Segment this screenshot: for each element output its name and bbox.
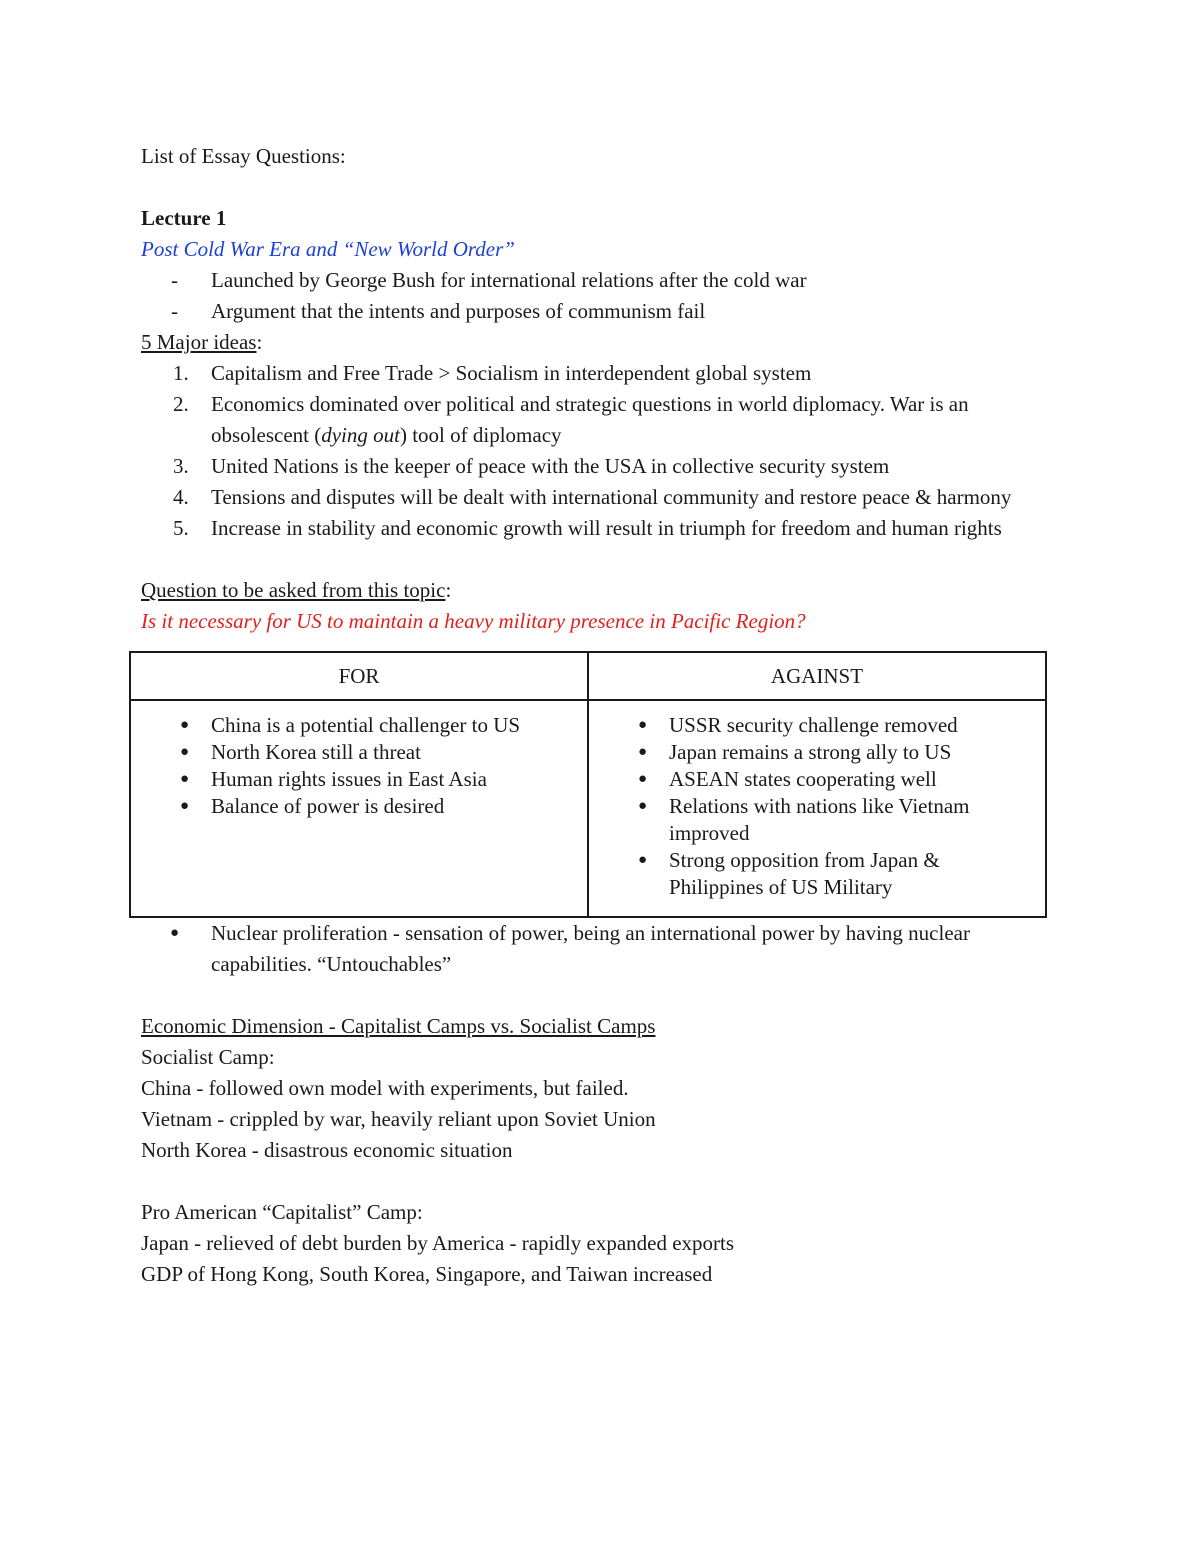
major-ideas-label: 5 Major ideas:: [141, 330, 263, 354]
list-item: ● USSR security challenge removed: [638, 713, 958, 737]
list-item: 2. Economics dominated over political and strategic questions in world diplomacy. War is an obsolescent (dying out) tool of diplomacy: [173, 392, 969, 447]
list-item: ● Balance of power is desired: [180, 794, 445, 818]
list-item: - Argument that the intents and purposes of communism fail: [141, 296, 1051, 327]
bullet-marker: ●: [638, 744, 648, 760]
topic-title: Post Cold War Era and “New World Order”: [141, 237, 515, 261]
capitalist-line: Japan - relieved of debt burden by America - rapidly expanded exports: [141, 1231, 735, 1255]
list-item: ● Relations with nations like Vietnam improved: [638, 794, 970, 845]
major-ideas-list: [141, 358, 1051, 544]
bullet-marker: ●: [170, 925, 180, 941]
for-header: FOR: [130, 652, 588, 700]
list-item: 5. Increase in stability and economic growth will result in triumph for freedom and human rights: [173, 516, 1002, 540]
list-item: ● Strong opposition from Japan & Philippines of US Military: [638, 848, 940, 899]
list-item: 3. United Nations is the keeper of peace with the USA in collective security system: [173, 454, 890, 478]
bullet-marker: ●: [180, 717, 190, 733]
nuclear-list: [141, 918, 1051, 980]
socialist-line: North Korea - disastrous economic situation: [141, 1138, 513, 1162]
list-item: 4. Tensions and disputes will be dealt with international community and restore peace & harmony: [173, 485, 1012, 509]
socialist-label: Socialist Camp:: [141, 1045, 275, 1069]
document-body: [141, 141, 1051, 1290]
bullet-marker: ●: [180, 798, 190, 814]
bullet-marker: ●: [638, 717, 648, 733]
list-item: - Launched by George Bush for international relations after the cold war: [141, 265, 1051, 296]
dash-marker: -: [171, 268, 178, 292]
essay-question: Is it necessary for US to maintain a heavy military presence in Pacific Region?: [141, 609, 806, 633]
document-heading: List of Essay Questions:: [141, 144, 346, 168]
list-item: ● ASEAN states cooperating well: [638, 767, 937, 791]
for-against-table: [129, 651, 1047, 918]
list-item: ● Human rights issues in East Asia: [180, 767, 487, 791]
bullet-marker: ●: [638, 852, 648, 868]
socialist-line: Vietnam - crippled by war, heavily reliant upon Soviet Union: [141, 1107, 656, 1131]
bullet-marker: ●: [638, 798, 648, 814]
against-cell: [588, 700, 1046, 917]
list-item: ● China is a potential challenger to US: [180, 713, 521, 737]
bullet-marker: ●: [180, 771, 190, 787]
dash-marker: -: [171, 299, 178, 323]
list-item: ● North Korea still a threat: [180, 740, 421, 764]
bullet-marker: ●: [638, 771, 648, 787]
for-cell: [130, 700, 588, 917]
lecture-title: Lecture 1: [141, 206, 227, 230]
against-header: AGAINST: [588, 652, 1046, 700]
socialist-line: China - followed own model with experiments, but failed.: [141, 1076, 629, 1100]
list-item: 1. Capitalism and Free Trade > Socialism in interdependent global system: [173, 361, 812, 385]
question-label: Question to be asked from this topic:: [141, 578, 452, 602]
list-item: ● Japan remains a strong ally to US: [638, 740, 952, 764]
against-list: [599, 712, 1035, 901]
capitalist-line: GDP of Hong Kong, South Korea, Singapore, and Taiwan increased: [141, 1262, 713, 1286]
economic-heading: Economic Dimension - Capitalist Camps vs. Socialist Camps: [141, 1014, 656, 1038]
capitalist-label: Pro American “Capitalist” Camp:: [141, 1200, 423, 1224]
bullet-marker: ●: [180, 744, 190, 760]
for-list: [141, 712, 577, 820]
intro-points-list: [141, 265, 1051, 327]
list-item: ● Nuclear proliferation - sensation of power, being an international power by having nuclear capabilities. “Untouchables”: [141, 918, 1051, 980]
